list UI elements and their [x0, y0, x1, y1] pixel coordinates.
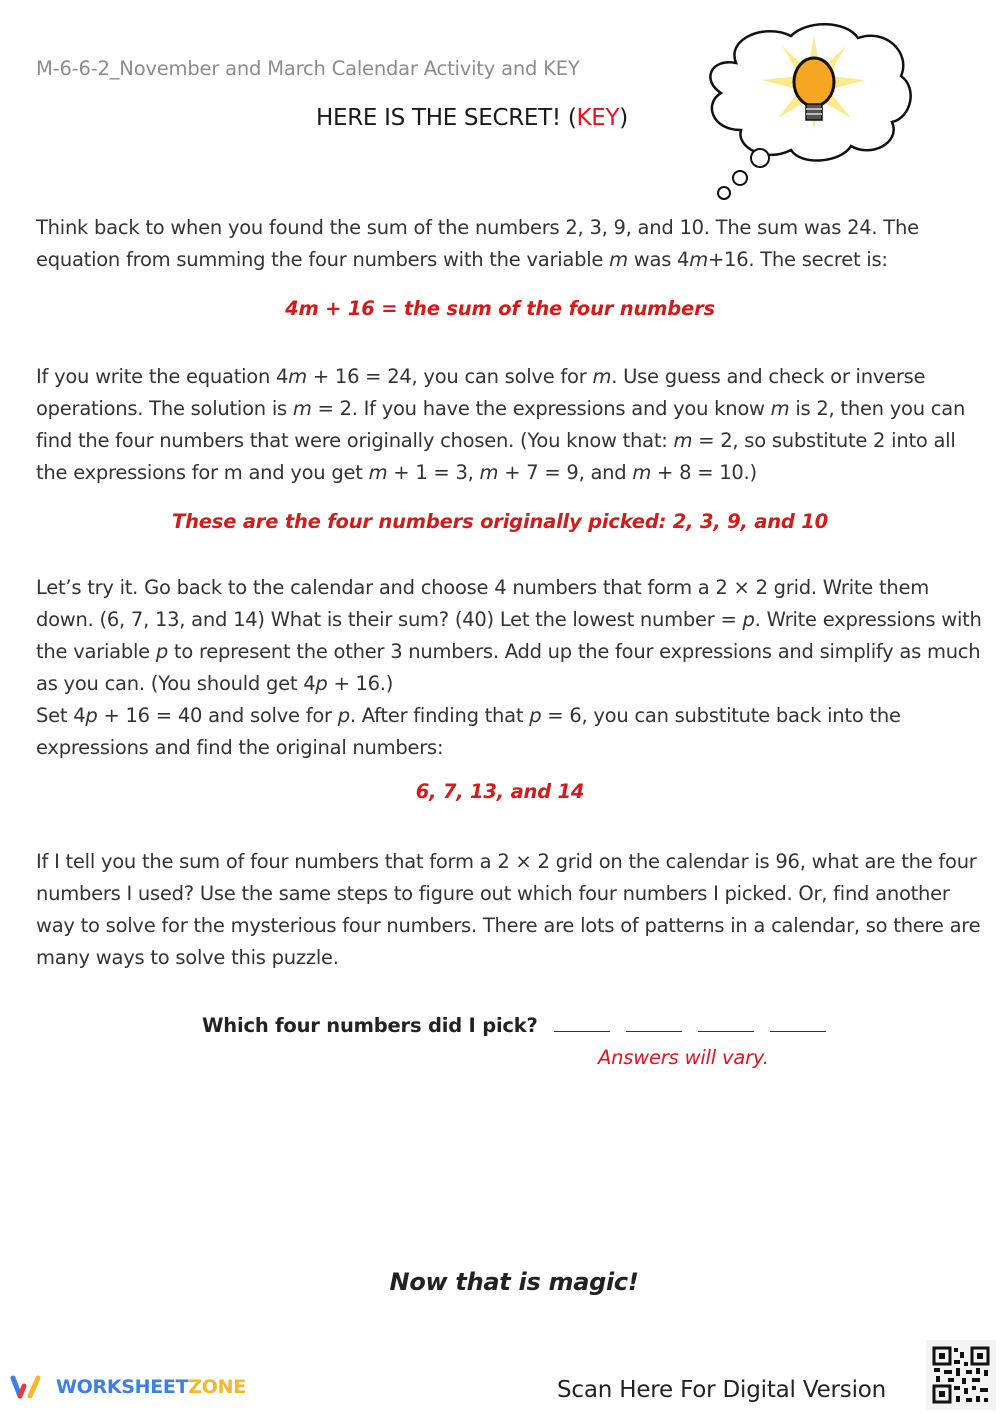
answer-blank-3[interactable]: [698, 1013, 754, 1032]
answer-blank-1[interactable]: [554, 1013, 610, 1032]
page-title: [316, 105, 628, 131]
logo-text-zone: ZONE: [188, 1376, 246, 1398]
logo-mark-icon: [8, 1374, 48, 1400]
closing-line: Now that is magic!: [389, 1268, 639, 1296]
title-key-label: KEY: [576, 105, 620, 131]
worksheetzone-logo[interactable]: [8, 1374, 246, 1400]
answer-note: Answers will vary.: [598, 1046, 769, 1069]
question-label: Which four numbers did I pick?: [202, 1014, 538, 1037]
document-id: M-6-6-2_November and March Calendar Activity and KEY: [36, 57, 580, 80]
scan-instruction: Scan Here For Digital Version: [557, 1377, 887, 1403]
thought-bubble-lightbulb-icon: [696, 18, 916, 208]
intro-paragraph: Think back to when you found the sum of the numbers 2, 3, 9, and 10. The sum was 24. The equation from summing the four numbers with the variable m was 4m+16. The secret is:: [36, 216, 919, 271]
qr-code-icon[interactable]: [926, 1340, 996, 1410]
title-text: HERE IS THE SECRET! (: [316, 105, 577, 131]
try-it-paragraph: Let’s try it. Go back to the calendar and choose 4 numbers that form a 2 × 2 grid. Write them down. (6, 7, 13, and 14) What is their sum? (40) Let the lowest number = p. Write expressions with the variable p to represent the other 3 numbers. Add up the four expressions and simplify as much as you can. (You should get 4p + 16.) Set 4p + 16 = 40 and solve for p. After finding that p = 6, you can substitute back into the expressions and find the original numbers:: [36, 576, 982, 759]
challenge-paragraph: If I tell you the sum of four numbers that form a 2 × 2 grid on the calendar is 96, what are the four numbers I used? Use the same steps to figure out which four numbers I picked. Or, find another way to solve for the mysterious four numbers. There are lots of patterns in a calendar, so there are many ways to solve this puzzle.: [36, 850, 981, 969]
logo-text-worksheet: WORKSHEET: [56, 1376, 189, 1398]
secret-formula: 4m + 16 = the sum of the four numbers: [285, 297, 715, 320]
title-close: ): [619, 105, 628, 131]
example-numbers-answer: 6, 7, 13, and 14: [415, 780, 585, 803]
question-line: [202, 1013, 826, 1037]
answer-blank-2[interactable]: [626, 1013, 682, 1032]
original-numbers-answer: These are the four numbers originally picked: 2, 3, 9, and 10: [172, 510, 828, 533]
answer-blank-4[interactable]: [770, 1013, 826, 1032]
solve-paragraph: If you write the equation 4m + 16 = 24, you can solve for m. Use guess and check or inverse operations. The solution is m = 2. If you have the expressions and you know m is 2, then you can find the four numbers that were originally chosen. (You know that: m = 2, so substitute 2 into all the expressions for m and you get m + 1 = 3, m + 7 = 9, and m + 8 = 10.): [36, 365, 966, 484]
